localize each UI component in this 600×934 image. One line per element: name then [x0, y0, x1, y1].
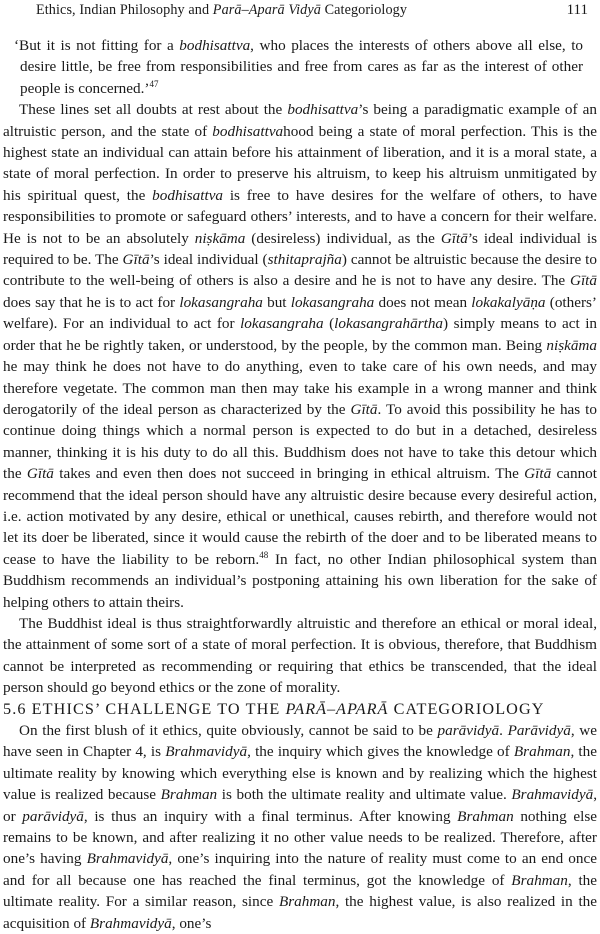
- italic-term: lokasangraha: [179, 293, 263, 311]
- italic-term: lokasangrahārtha: [334, 315, 444, 333]
- text-run: ’s ideal individual is required to be. The: [3, 229, 598, 269]
- italic-term: Gītā: [26, 465, 54, 483]
- text-run: cannot recommend that the ideal person should have any altruistic desire because every desireful action, i.e. action motivated by any desire, ethical or unethical, causes rebirth, and therefore would not let its doer be liberated, since it would cause the rebirth of the doer and to be liberated means to cease to have the liability to be reborn.: [3, 465, 597, 568]
- text-run: These lines set all doubts at rest about the: [19, 101, 288, 119]
- text-run: On the first blush of it ethics, quite obviously, cannot be said to be: [19, 722, 438, 739]
- text-run: nothing else remains to be known, and after realizing it no other value needs to be realized. Therefore, after one’s having: [3, 807, 597, 868]
- text-run: , the ultimate reality by knowing which everything else is known and by realizing which the highest value is realized because: [3, 743, 597, 804]
- section-heading-text-end: CATEGORIOLOGY: [388, 699, 545, 718]
- block-quote: [3, 35, 597, 99]
- running-title: [36, 2, 407, 19]
- text-run: ) cannot be altruistic because the desire to contribute to the well-being of others is also a desire and he is not to have any desire. The: [3, 251, 597, 290]
- text-run: , the inquiry which gives the knowledge of: [247, 743, 514, 761]
- page-number: 111: [566, 2, 588, 18]
- quote-text-end: , who places the interests of others above all else, to desire little, be free from responsibilities and free from cares as far as the interest of other people is concerned.’: [20, 37, 584, 97]
- italic-term: bodhisattva: [287, 101, 359, 119]
- italic-term: Brahmavidyā: [86, 850, 169, 868]
- quote-italic: bodhisattva: [179, 37, 251, 54]
- text-run: , is thus an inquiry with a final terminus. After knowing: [83, 807, 458, 825]
- text-run: does say that he is to act for: [3, 293, 180, 311]
- italic-term: Gītā: [350, 400, 378, 418]
- italic-term: Parāvidyā: [507, 722, 571, 739]
- italic-term: Brahman: [511, 871, 568, 889]
- text-run: , one’s inquiring into the nature of reality must come to an end once and for all because one has reached the final terminus, got the knowledge of: [3, 850, 597, 889]
- text-run: . To avoid this possibility he has to continue doing things which a normal person is expected to do but in a detached, desireless manner, thinking it is his duty to do all this. Buddhism does not have to take this detour which the: [3, 400, 597, 483]
- italic-term: Brahmavidyā: [511, 786, 594, 804]
- text-run: hood being a state of moral perfection. This is the highest state an individual can attain before his attainment of liberation, and it is a moral state, a state of moral perfection. In order to preserve his altruism, to keep his altruism unmitigated by his spiritual quest, the: [3, 122, 597, 204]
- italic-term: Brahman: [513, 743, 571, 761]
- text-run: .: [499, 722, 508, 739]
- italic-term: niṣkāma: [546, 336, 597, 354]
- italic-term: parāvidyā: [437, 722, 500, 739]
- text-run: but: [262, 293, 291, 311]
- italic-term: lokasangraha: [290, 293, 375, 311]
- quote-text: ‘But it is not fitting for a: [14, 37, 180, 54]
- italic-term: lokasangraha: [240, 315, 324, 333]
- paragraph-3: [3, 720, 597, 934]
- footnote-ref-47: 47: [149, 78, 159, 89]
- text-run: does not mean: [374, 293, 472, 311]
- italic-term: Brahmavidyā: [165, 743, 248, 761]
- italic-term: bodhisattva: [212, 122, 284, 140]
- text-run: , we have seen in Chapter 4, is: [3, 722, 597, 761]
- italic-term: Brahman: [160, 786, 218, 804]
- text-run: ’s ideal individual (: [149, 251, 268, 269]
- text-run: is both the ultimate reality and ultimate value.: [217, 786, 512, 804]
- footnote-ref: 48: [259, 549, 269, 560]
- text-run: (desireless) individual, as the: [245, 229, 441, 247]
- text-run: , one’s: [171, 914, 212, 932]
- text-run: , the ultimate reality. For a similar reason, since: [3, 871, 597, 911]
- text-run: takes and even then does not succeed in bringing in ethical altruism. The: [53, 465, 525, 483]
- italic-term: Brahmavidyā: [89, 914, 172, 932]
- running-title-text: Ethics, Indian Philosophy and: [36, 2, 213, 18]
- text-run: (others’ welfare). For an individual to act for: [3, 293, 597, 333]
- paragraph-1: [3, 99, 597, 613]
- italic-term: Brahman: [457, 807, 514, 825]
- text-run: he may think he does not have to do anything, even to take care of his own needs, and may therefore vegetate. The common man then may take his example in a wrong manner and think derogatorily of the ideal person as characterized by the: [3, 358, 597, 418]
- italic-term: niṣkāma: [194, 229, 246, 247]
- italic-term: Gītā: [440, 229, 468, 247]
- section-heading: [3, 699, 597, 720]
- italic-term: Gītā: [122, 251, 150, 269]
- italic-term: bodhisattva: [152, 186, 224, 204]
- text-run: is free to have desires for the welfare of others, to have responsibilities to promote or safeguard others’ interests, and to have a concern for their welfare. He is not to be an absolutely: [3, 186, 597, 247]
- section-heading-text: 5.6 ETHICS’ CHALLENGE TO THE: [3, 699, 286, 718]
- paragraph-2: The Buddhist ideal is thus straightforwardly altruistic and therefore an ethical or moral ideal, the attainment of some sort of a state of moral perfection. It is obvious, therefore, that Buddhism cannot be interpreted as recommending or requiring that ethics be transcended, that the ideal person should go beyond ethics or the zone of morality.: [3, 614, 597, 697]
- running-title-text-end: Categoriology: [320, 2, 408, 18]
- text-run: ’s being a paradigmatic example of an altruistic person, and the state of: [3, 101, 597, 140]
- text-run: , or: [3, 786, 597, 825]
- page-body: [3, 35, 597, 934]
- text-run: In fact, no other Indian philosophical system than Buddhism recommends an individual’s postponing attaining his own liberation for the sake of helping others to attain theirs.: [3, 550, 597, 611]
- italic-term: sthitaprajña: [267, 251, 342, 269]
- italic-term: Gītā: [569, 272, 597, 290]
- italic-term: parāvidyā: [22, 807, 84, 825]
- italic-term: Gītā: [524, 465, 552, 483]
- italic-term: lokakalyāṇa: [471, 293, 546, 311]
- section-heading-italic: PARĀ–APARĀ: [285, 699, 389, 718]
- running-header: [36, 2, 588, 24]
- text-run: ) simply means to act in order that he be rightly taken, or understood, by the people, by the common man. Being: [3, 315, 598, 354]
- italic-term: Brahman: [278, 893, 336, 911]
- running-title-italic: Parā–Aparā Vidyā: [212, 2, 321, 18]
- text-run: (: [323, 315, 335, 333]
- text-run: , the highest value, is also realized in the acquisition of: [3, 893, 597, 932]
